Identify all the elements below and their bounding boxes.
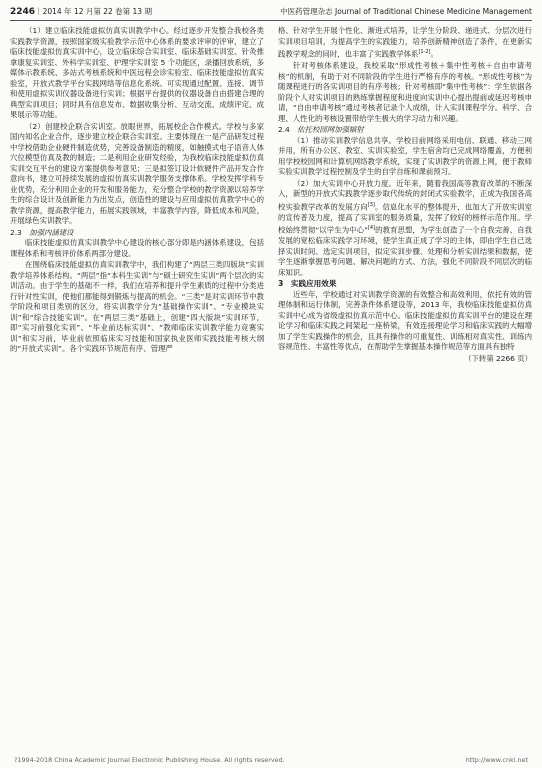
section-number: 2.4	[278, 125, 290, 135]
section-number: 2.3	[10, 227, 22, 237]
paragraph	[278, 179, 532, 279]
header-left: 2246｜2014 年 12 月第 22 卷第 13 期	[10, 7, 152, 17]
citation: [3]	[367, 201, 375, 208]
paragraph: （2）创建校企联合实训室。放眼世界，拓展校企合作模式。学校与多家国内知名企业合作，逐步建立校企联合实训室。主要体现在一是产品研发过程中学校借助企业硬件制造优势，完善设备制造的精度，如触摸式电子语音人体穴位模型仿真及教的制造；二是利用企业研发经验，为我校临床技能虚拟仿真实训交互平台的建设方案提供参考意见；三是拟签订设计软硬件产品开发合作意向书，建立可持续发展的虚拟仿真实训教学服务支撑体系。学校发挥学科专业优势，充分利用企业的开发和服务能力，充分整合学校的教学资源以培养学生的综合设计及创新能力为出发点，创造性的建设与应用虚拟仿真教学中心的教学资源，提高教学能力，拓展实践领域，丰富教学内容，降低成本和风险，开展绿色实训教学。	[10, 121, 264, 226]
paragraph: （1）建立临床技能虚拟仿真实训教学中心。经过逐步开发整合我校各类实践教学资源，按照国家级实验教学示范中心体系的要求评审的评审，建立了临床技能虚拟仿真实训中心，设立临床综合实训室、临床基础实训室、针灸推拿康复实训室、外科学实训室、护理学实训室 5 个功能区，录播回放系统，多媒体示教系统、多站式考核系统和中医远程会诊实验室、临床技能虚拟仿真实验室，开放式教学平台实践网络等信息化系统。可实现通过配置、连接、调节和使用虚拟实训仪器设备进行实训；根据平台提供的仪器设备自由搭建合理的典型实训项目；同时具有信息发布、数据收集分析、互动交流、成绩评定、成果展示等功能。	[10, 26, 264, 120]
citation: [4]	[367, 225, 376, 232]
paragraph: （1）推动实训教学信息共享。学校目前网络采用电信、联通、移动三网并用，所有办公区、教室、实训实验室，学生宿舍均已完成网络覆盖，方便利用学校校园网和计算机网络教学系统，实现了实训教学的资源上网，便于教师实验实训教学过程控制及学生的自学自练和课前预习。	[278, 135, 532, 177]
copyright-text: ?1994-2018 China Academic Journal Electronic Publishing House. All rights reserved.	[14, 756, 285, 764]
paragraph: 近些年，学校通过对实训教学资源的有效整合和高效利用，依托有效的管理体制和运行体制，完善条件体系建设等，2013 年，我校临床技能虚拟仿真实训中心成为省级虚拟仿真示范中心。临床技能虚拟仿真实训平台的建设在理论学习和临床实践之间架起一座桥梁，有效连接理论学习和临床实践的大幅增加了学生实践操作的机会，且具有操作的可重复性、训练相对真实性、训练内容规范性、丰富性等优点，在帮助学生掌握基本操作规范等方面具有独特	[278, 289, 532, 352]
citation: [1-2]	[418, 49, 431, 56]
section-heading: 3 实践应用效果	[278, 279, 337, 289]
section-heading	[278, 125, 532, 136]
paragraph-text: 。	[430, 49, 438, 59]
paragraph-text: 格、针对学生开展个性化、渐进式培养，让学生分阶段、递进式、分层次进行实训项目培训，为提高学生的实践能力，培养创新精神创造了条件，在更新实践教学观念的同时，也丰富了实践教学体系	[278, 26, 532, 59]
section-heading	[10, 228, 264, 239]
section-title: 依托校园网加强辐射	[297, 125, 364, 135]
paragraph: 在围绕临床技能虚拟仿真实训教学中，我们构建了“两层三类四版块”实训教学培养体系结构。“两层”指“本科生实训”与“硕士研究生实训”两个层次的实训活动。由于学生的基础不一样，我们在培养和提升学生素质的过程中分类进行针对性实训，使他们都能得到锻炼与提高的机会。“三类”是对实训环节中教学阶段和项目类别的区分，将实训教学分为“基础操作实训”、“专业模块实训”和“综合技能实训”。在“两层三类”基础上，创建“四大版块”实训环节，即“实习前强化实训”、“毕业前达标实训”、“教师临床实训教学能力竞赛实训”和实习前，毕业前依照临床实习技能和国家执业医师实践技能考核大纲的“开放式实训”。各个实践环节规范有序、管理严	[10, 260, 264, 354]
page-header	[10, 4, 532, 21]
left-column	[10, 26, 264, 356]
section-title: 加强内涵建设	[29, 227, 74, 237]
paragraph: 临床技能虚拟仿真实训教学中心建设的核心部分即是内涵体系建设，包括课程体系和考核评价体系两部分建设。	[10, 238, 264, 258]
continued-note: （下转第 2266 页）	[464, 353, 532, 363]
paragraph-text: （2）加大实训中心开放力度。近年来，随着我国高等教育改革的不断深入，新型的开放式实践教学逐步取代传统的封闭式实验教学，正成为我国各高校实验教学改革的发展方向	[278, 178, 532, 212]
paragraph-text: 。信息化水平的整体提升，也加大了开放实训室的宣传普及力度，提高了实训室的服务质量，发挥了较好的榜样示范作用。学校始终贯彻“以学生为中心”	[278, 202, 532, 235]
journal-title: 中医药管理杂志 Journal of Traditional Chinese Medicine Management	[280, 7, 532, 16]
page-number: 2246	[10, 7, 36, 17]
paragraph	[278, 26, 532, 60]
paragraph-text: 的教育思想，为学生创造了一个自我完善、自我发展的宽松临床实践学习环境，使学生真正成了学习的主体，即由学生自己选择实训时间、选定实训项目，拟定实训步骤、处理和分析实训结果和数据，使学生逐渐掌握思考问题、解决问题的方式、方法，强化不同阶段不同层次的临床知识。	[278, 225, 532, 277]
issue-info: 2014 年 12 月第 22 卷第 13 期	[42, 7, 152, 16]
footer-url: http://www.cnki.net	[465, 756, 528, 764]
right-column	[278, 26, 532, 364]
paragraph: 针对考核体系建设，我校采取“形成性考核＋集中性考核＋自由申请考核”的机制，有助于对不同阶段的学生进行严格有序的考核。“形成性考核”为随课程进行的各实训项目的有序考核；针对考核即“集中性考核”：学生依据各阶段个人对实训项目的熟练掌握程度和进度向实训中心提出提前或延迟考核申请，“自由申请考核”通过考核者记录个人成绩，计入实训课程学分。科学、合理、人性化的考核设置带给学生极大的学习动力和兴趣。	[278, 61, 532, 123]
